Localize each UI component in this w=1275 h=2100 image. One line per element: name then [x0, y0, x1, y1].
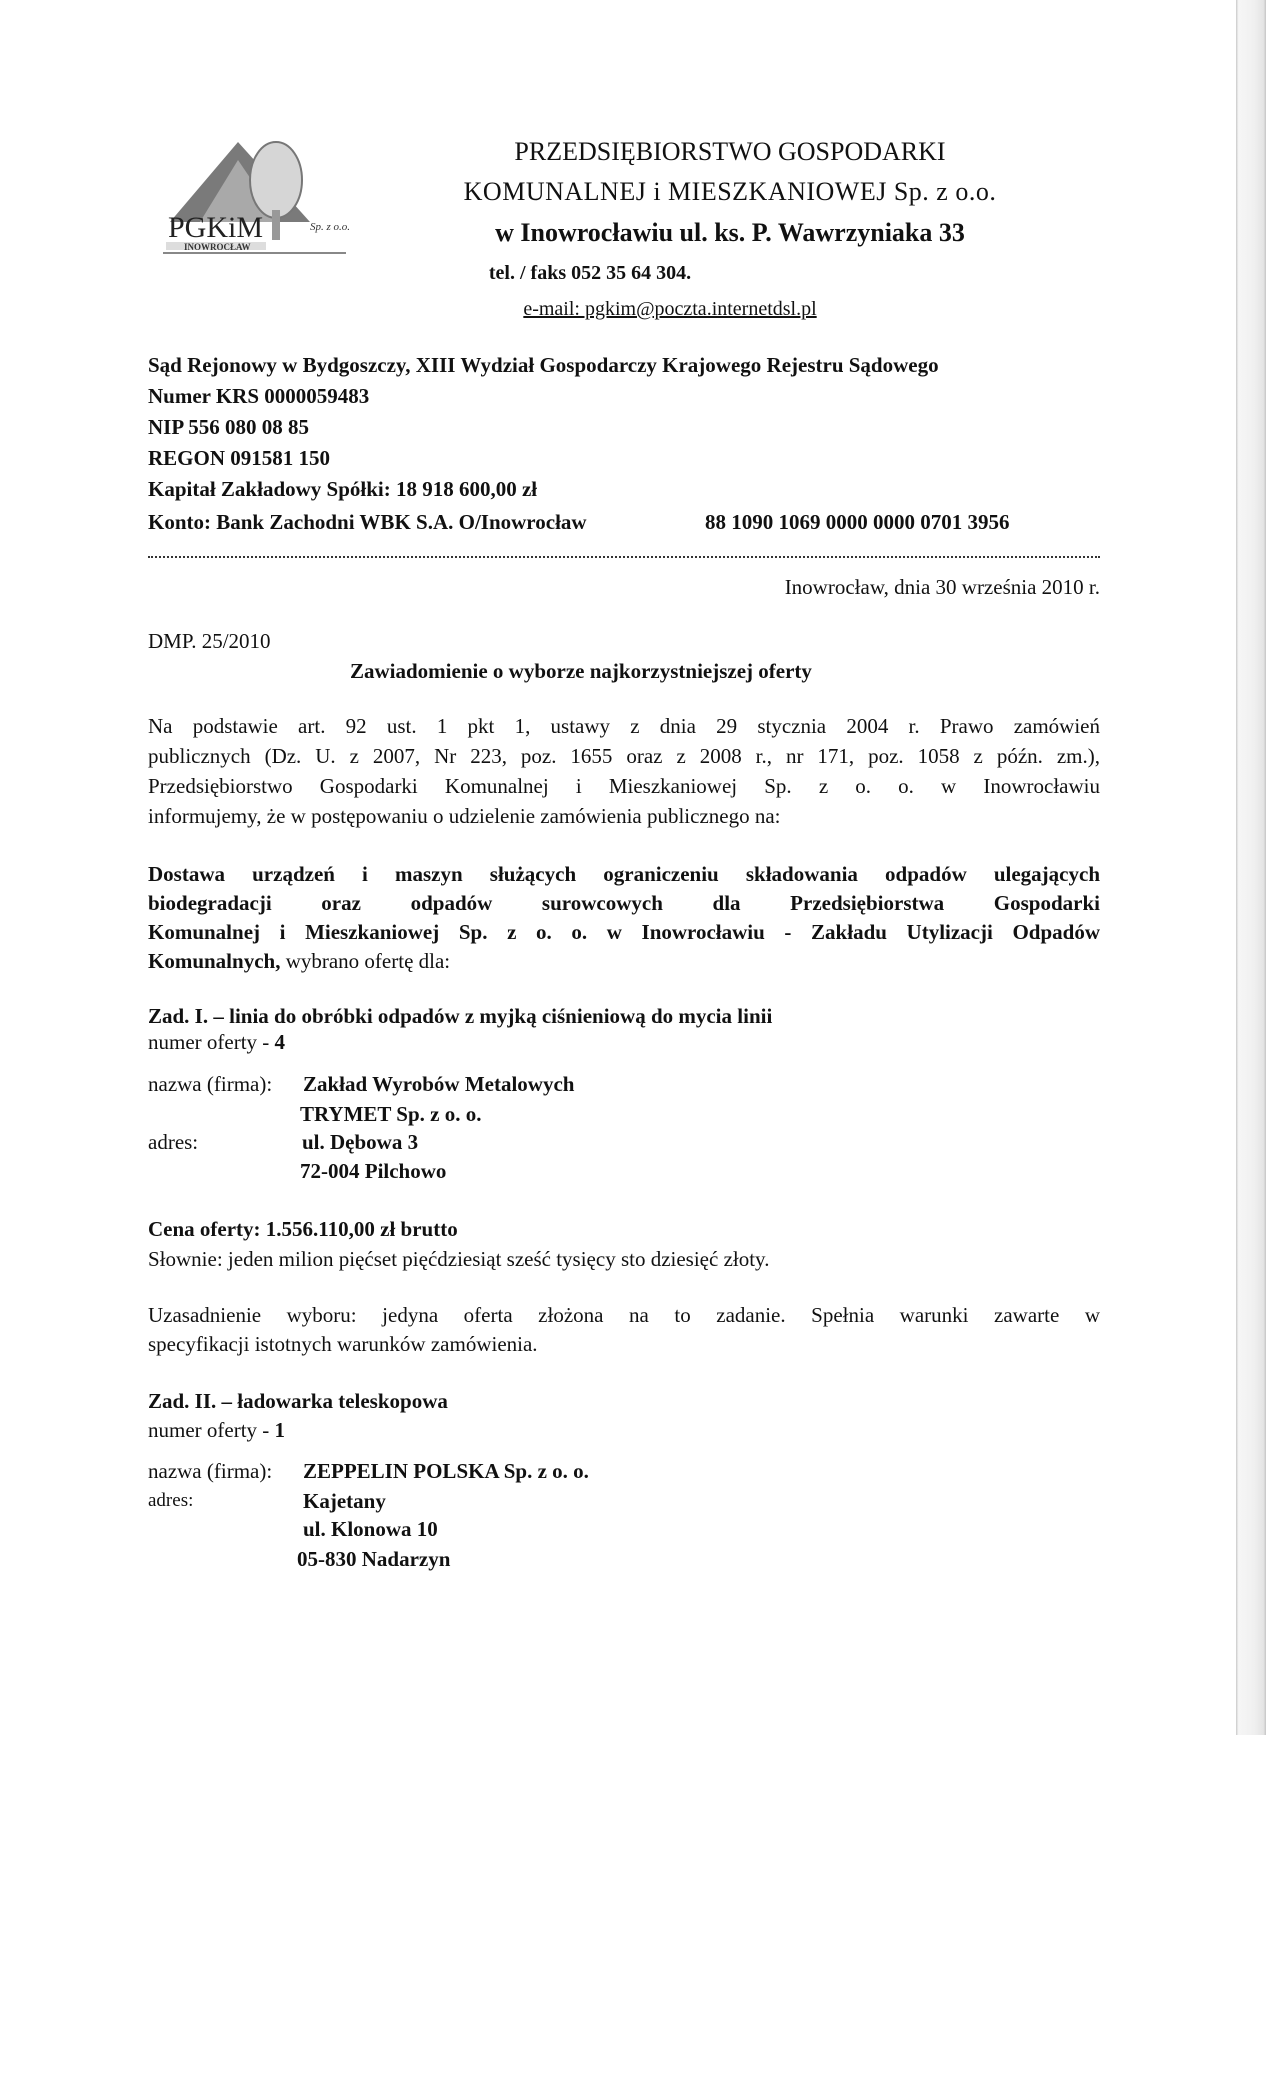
task2-offer-number: 1 [274, 1418, 286, 1442]
task1-address-line: 72-004 Pilchowo [300, 1159, 447, 1183]
task1-offer [148, 1029, 285, 1055]
task2-name: ZEPPELIN POLSKA Sp. z o. o. [303, 1459, 589, 1483]
reference-number: DMP. 25/2010 [148, 629, 271, 653]
task2-name-label: nazwa (firma): [148, 1459, 273, 1483]
subject-last-rest: wybrano ofertę dla: [280, 949, 451, 973]
subject-line: Komunalnej i Mieszkaniowej Sp. z o. o. w Inowrocławiu - Zakładu Utylizacji Odpadów [148, 920, 1100, 944]
task2-offer-label: numer oferty - [148, 1418, 275, 1442]
task1-address-line: ul. Dębowa 3 [302, 1130, 419, 1154]
registry-account-number: 88 1090 1069 0000 0000 0701 3956 [705, 510, 1010, 534]
subject-line: biodegradacji oraz odpadów surowcowych dla Przedsiębiorstwa Gospodarki [148, 891, 1100, 915]
task1-price-words: Słownie: jeden milion pięćset pięćdziesiąt sześć tysięcy sto dziesięć złoty. [148, 1247, 770, 1271]
intro-line: publicznych (Dz. U. z 2007, Nr 223, poz. 1655 oraz z 2008 r., nr 171, poz. 1058 z późn. zm.), [148, 744, 1100, 768]
svg-text:INOWROCŁAW: INOWROCŁAW [184, 242, 251, 252]
company-name-line2: KOMUNALNEJ i MIESZKANIOWEJ Sp. z o.o. [463, 177, 997, 206]
task1-offer-label: numer oferty - [148, 1030, 275, 1054]
intro-line: Na podstawie art. 92 ust. 1 pkt 1, ustawy z dnia 29 stycznia 2004 r. Prawo zamówień [148, 714, 1100, 738]
task1-offer-number: 4 [274, 1030, 286, 1054]
intro-line: Przedsiębiorstwo Gospodarki Komunalnej i Mieszkaniowej Sp. z o. o. w Inowrocławiu [148, 774, 1100, 798]
subject-line-last [148, 948, 450, 974]
company-phone: tel. / faks 052 35 64 304. [488, 262, 692, 284]
task2-address-label: adres: [148, 1490, 194, 1511]
task1-address-label: adres: [148, 1130, 199, 1154]
subject-line: Dostawa urządzeń i maszyn służących ograniczeniu składowania odpadów ulegających [148, 862, 1100, 886]
registry-account-label: Konto: Bank Zachodni WBK S.A. O/Inowrocław [148, 510, 587, 534]
task2-offer [148, 1417, 285, 1443]
task1-name-line: Zakład Wyrobów Metalowych [303, 1072, 575, 1096]
task1-name-label: nazwa (firma): [148, 1072, 273, 1096]
registry-court: Sąd Rejonowy w Bydgoszczy, XIII Wydział Gospodarczy Krajowego Rejestru Sądowego [148, 353, 939, 377]
dotted-separator [148, 556, 1100, 558]
svg-text:PGKiM: PGKiM [168, 211, 264, 244]
task1-justification-line: specyfikacji istotnych warunków zamówienia. [148, 1332, 538, 1356]
task2-address-line: 05-830 Nadarzyn [297, 1547, 451, 1571]
company-name-line1: PRZEDSIĘBIORSTWO GOSPODARKI [514, 137, 946, 166]
registry-krs: Numer KRS 0000059483 [148, 384, 370, 408]
letter-title: Zawiadomienie o wyborze najkorzystniejszej oferty [350, 659, 812, 683]
task2-title: Zad. II. – ładowarka teleskopowa [148, 1389, 448, 1413]
registry-nip: NIP 556 080 08 85 [148, 415, 310, 439]
logo-underline [163, 252, 346, 254]
task1-title: Zad. I. – linia do obróbki odpadów z myjką ciśnieniową do mycia linii [148, 1004, 773, 1028]
task1-price: Cena oferty: 1.556.110,00 zł brutto [148, 1217, 458, 1241]
company-email-link[interactable]: e-mail: pgkim@poczta.internetdsl.pl [523, 298, 817, 320]
registry-regon: REGON 091581 150 [148, 446, 331, 470]
intro-line: informujemy, że w postępowaniu o udzielenie zamówienia publicznego na: [148, 804, 781, 828]
task1-justification-line: Uzasadnienie wyboru: jedyna oferta złożona na to zadanie. Spełnia warunki zawarte w [148, 1303, 1100, 1327]
task1-name-line: TRYMET Sp. z o. o. [300, 1102, 482, 1126]
letter-date: Inowrocław, dnia 30 września 2010 r. [784, 575, 1100, 599]
task2-address-line: ul. Klonowa 10 [303, 1517, 438, 1541]
registry-capital: Kapitał Zakładowy Spółki: 18 918 600,00 zł [148, 477, 538, 501]
svg-text:Sp. z o.o.: Sp. z o.o. [310, 221, 350, 233]
company-address: w Inowrocławiu ul. ks. P. Wawrzyniaka 33 [495, 218, 965, 247]
task2-address-line: Kajetany [303, 1489, 386, 1513]
subject-last-bold: Komunalnych, [148, 949, 281, 973]
